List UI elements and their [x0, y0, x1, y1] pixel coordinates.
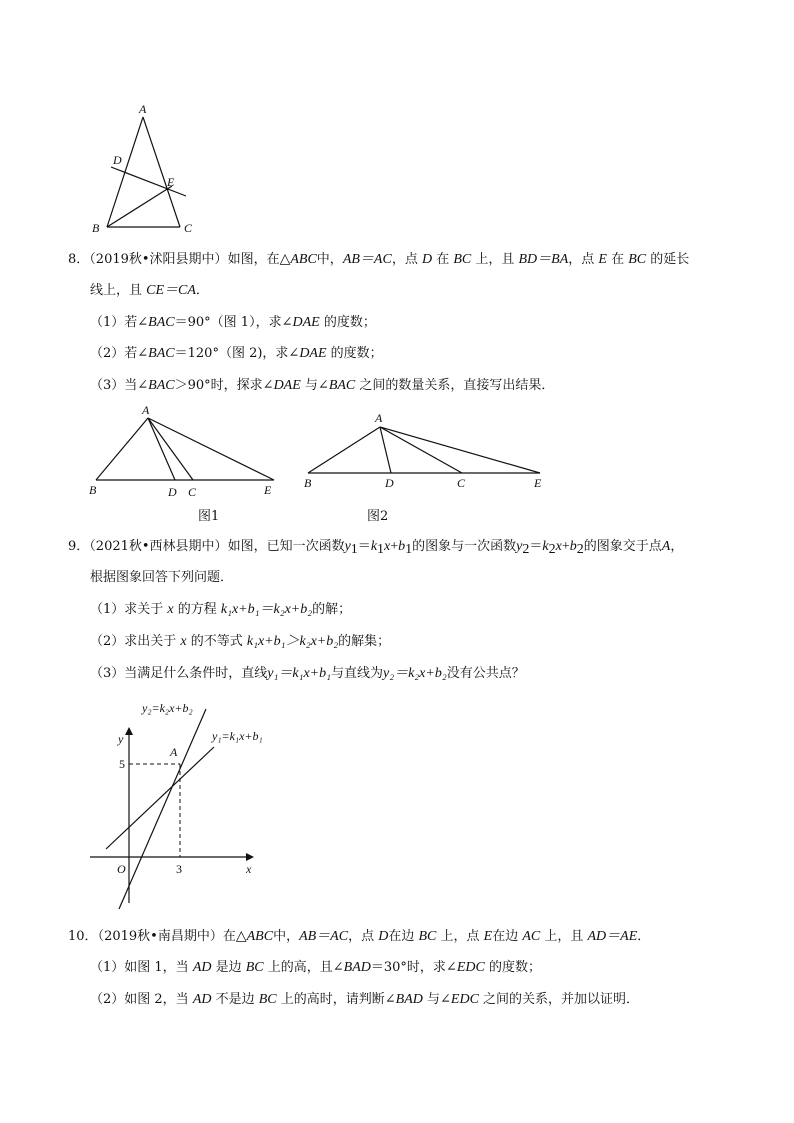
q9-sub1: （1）求关于 x 的方程 k₁x+b₁＝k₂x+b₂的解； [90, 602, 352, 617]
q8-sub2: （2）若∠BAC＝120°（图 2)，求∠DAE 的度数； [90, 346, 383, 361]
q9-stem: 9．（2021秋•西林县期中）如图，已知一次函数$y_1=k_1x+b_1$的图象与一次函数$y_2=k_2x+b_2$的图象交于点A， [68, 539, 684, 557]
label-e: E [167, 175, 175, 189]
q8-stem-line2: 线上，且 CE＝CA． [90, 283, 209, 298]
figure-triangle-top [80, 100, 210, 240]
q10-sub2: （2）如图 2，当 AD 不是边 BC 上的高时，请判断∠BAD 与∠EDC 之间的关系，并加以证明． [90, 992, 640, 1007]
q8-sub3: （3）当∠BAC＞90°时，探求∠DAE 与∠BAC 之间的数量关系，直接写出结果． [90, 378, 555, 393]
x-axis-label: x [246, 862, 252, 876]
fig1-label-b: B [89, 483, 97, 497]
fig2-label-e: E [534, 476, 542, 490]
y-tick-label: 5 [119, 757, 125, 771]
fig1-label-d: D [168, 485, 177, 499]
question-source: （2019秋•南昌期中） [97, 929, 223, 944]
figure-linear-functions [84, 695, 284, 915]
question-source: （2021秋•西林县期中） [89, 539, 228, 554]
q8-sub1: （1）若∠BAC＝90°（图 1），求∠DAE 的度数； [90, 315, 376, 330]
label-b: B [92, 221, 100, 235]
question-number: 8 [68, 252, 77, 267]
q9-sub3: （3）当满足什么条件时，直线y₁＝k₁x+b₁与直线为y₂＝k₂x+b₂没有公共点？ [90, 666, 525, 681]
figure-1 [84, 400, 284, 500]
y-axis-label: y [118, 732, 124, 746]
point-a-label: A [170, 745, 178, 759]
y-axis-arrow [125, 727, 133, 735]
fig2-label-b: B [304, 476, 312, 490]
figure-2 [300, 405, 555, 495]
origin-label: O [117, 862, 126, 876]
label-line-y1: y₁=k₁x+b₁ [212, 729, 263, 743]
q9-sub2: （2）求出关于 x 的不等式 k₁x+b₁＞k₂x+b₂的解集； [90, 634, 391, 649]
q8-stem: 8．（2019秋•沭阳县期中）如图，在△ABC中，AB＝AC，点 D 在 BC 上，且 BD＝BA，点 E 在 BC 的延长 [68, 252, 690, 267]
q9-stem-line2: 根据图象回答下列问题． [90, 570, 234, 585]
label-line-y2: y₂=k₂x+b₂ [142, 701, 193, 715]
question-number: 9 [68, 539, 77, 554]
label-c: C [184, 221, 193, 235]
fig2-label-a: A [375, 411, 383, 425]
label-d: D [113, 153, 122, 167]
fig1-label-c: C [188, 485, 197, 499]
segment-be [107, 186, 172, 227]
fig2-label-c: C [457, 476, 466, 490]
line-y2 [119, 709, 206, 909]
question-source: （2019秋•沭阳县期中） [89, 252, 228, 267]
label-a: A [139, 102, 147, 116]
q10-sub1: （1）如图 1，当 AD 是边 BC 上的高，且∠BAD＝30°时，求∠EDC 的度数； [90, 960, 541, 975]
fig2-caption: 图2 [367, 509, 389, 524]
x-axis-arrow [246, 853, 254, 861]
x-tick-label: 3 [176, 862, 182, 876]
fig1-label-e: E [264, 483, 272, 497]
fig1-caption: 图1 [198, 509, 220, 524]
fig2-label-d: D [385, 476, 394, 490]
q10-stem: 10．（2019秋•南昌期中）在△ABC中，AB＝AC，点 D在边 BC 上，点 E在边 AC 上，且 AD＝AE． [68, 929, 651, 944]
question-number: 10 [68, 929, 85, 944]
fig1-label-a: A [142, 403, 150, 417]
edge-ac [143, 117, 180, 227]
